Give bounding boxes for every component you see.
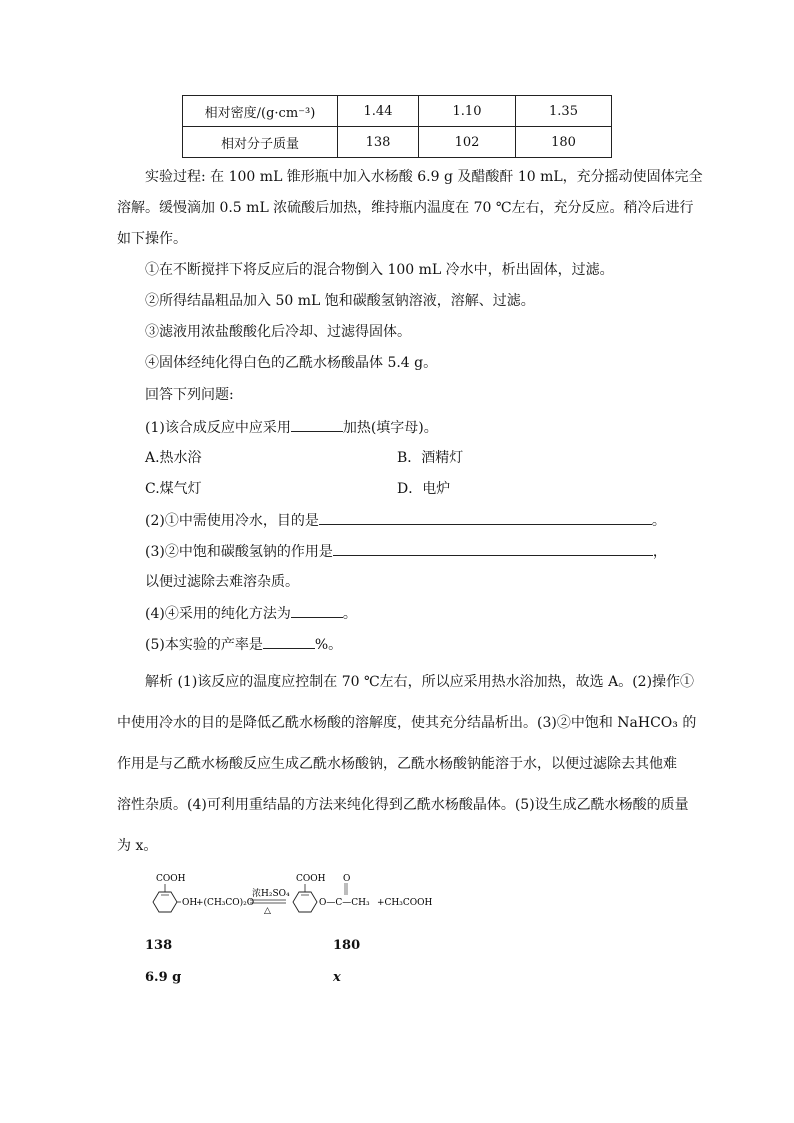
answer-line-4: 溶性杂质。(4)可利用重结晶的方法来纯化得到乙酰水杨酸晶体。(5)设生成乙酰水杨酸的质量 [117, 797, 689, 813]
table-cell: 1.35 [516, 96, 612, 127]
option-b: B．酒精灯 [397, 450, 464, 466]
question-5-suffix: %。 [314, 637, 343, 653]
question-2-text: (2)①中需使用冷水，目的是 [145, 513, 319, 529]
procedure-step-1: ①在不断搅拌下将反应后的混合物倒入 100 mL 冷水中，析出固体，过滤。 [145, 262, 614, 278]
question-2-suffix: 。 [651, 513, 666, 529]
question-2 [145, 510, 666, 531]
question-1 [145, 417, 438, 438]
table-cell: 102 [419, 127, 516, 158]
question-4 [145, 603, 357, 624]
answer-blank[interactable] [319, 510, 652, 525]
question-3-continued: 以便过滤除去难溶杂质。 [145, 574, 299, 590]
questions-intro: 回答下列问题: [145, 387, 234, 403]
reactant-cooh: COOH [156, 874, 186, 884]
table-cell: 180 [516, 127, 612, 158]
answer-blank[interactable] [291, 417, 343, 432]
heat-symbol: △ [264, 906, 271, 916]
question-4-suffix: 。 [342, 606, 357, 622]
table-cell: 1.10 [419, 96, 516, 127]
answer-blank[interactable] [333, 541, 653, 556]
reaction-equation [145, 868, 445, 928]
catalyst-label: 浓H₂SO₄ [252, 889, 290, 899]
procedure-step-4: ④固体经纯化得白色的乙酰水杨酸晶体 5.4 g。 [145, 355, 438, 371]
question-3-suffix: ， [652, 544, 667, 560]
answer-blank[interactable] [291, 603, 343, 618]
procedure-step-2: ②所得结晶粗品加入 50 mL 饱和碳酸氢钠溶液，溶解、过滤。 [145, 293, 535, 309]
reactant-oh: OH [182, 898, 198, 908]
table-row [183, 127, 612, 158]
answer-line-3: 作用是与乙酰水杨酸反应生成乙酰水杨酸钠，乙酰水杨酸钠能溶于水，以便过滤除去其他难 [117, 756, 677, 772]
option-d: D．电炉 [397, 481, 451, 497]
table-row [183, 96, 612, 127]
byproduct: +CH₃COOH [377, 898, 433, 908]
question-5-text: (5)本实验的产率是 [145, 637, 263, 653]
product-cooh: COOH [296, 874, 326, 884]
ester-group: O—C—CH₃ [319, 898, 370, 908]
question-3-text: (3)②中饱和碳酸氢钠的作用是 [145, 544, 333, 560]
reagent: +(CH₃CO)₂O [196, 898, 255, 908]
properties-table [182, 95, 612, 158]
procedure-step-3: ③滤液用浓盐酸酸化后冷却、过滤得固体。 [145, 324, 411, 340]
molar-mass-product: 180 [333, 938, 361, 953]
mass-reactant: 6.9 g [145, 970, 182, 985]
answer-line-5: 为 x。 [117, 838, 158, 854]
carbonyl-oxygen: O [343, 874, 351, 884]
answer-blank[interactable] [263, 634, 315, 649]
molar-mass-reactant: 138 [145, 938, 173, 953]
table-cell: 138 [338, 127, 419, 158]
question-3 [145, 541, 667, 562]
option-a: A.热水浴 [145, 450, 202, 466]
answer-line-1: 解析 (1)该反应的温度应控制在 70 ℃左右，所以应采用热水浴加热，故选 A。(2)操作① [145, 674, 695, 690]
question-1-suffix: 加热(填字母)。 [342, 420, 438, 436]
answer-line-2: 中使用冷水的目的是降低乙酰水杨酸的溶解度，使其充分结晶析出。(3)②中饱和 NaHCO₃ 的 [117, 715, 697, 731]
question-4-text: (4)④采用的纯化方法为 [145, 606, 291, 622]
question-1-text: (1)该合成反应中应采用 [145, 420, 291, 436]
row-label: 相对分子质量 [183, 127, 338, 158]
procedure-line-3: 如下操作。 [117, 231, 187, 247]
table-cell: 1.44 [338, 96, 419, 127]
question-5 [145, 634, 342, 655]
mass-product-unknown: x [333, 970, 341, 985]
procedure-line-1: 实验过程: 在 100 mL 锥形瓶中加入水杨酸 6.9 g 及醋酸酐 10 mL，充分摇动使固体完全 [145, 169, 703, 185]
option-c: C.煤气灯 [145, 481, 202, 497]
row-label: 相对密度/(g·cm⁻³) [183, 96, 338, 127]
procedure-line-2: 溶解。缓慢滴加 0.5 mL 浓硫酸后加热，维持瓶内温度在 70 ℃左右，充分反应。稍冷后进行 [117, 200, 694, 216]
